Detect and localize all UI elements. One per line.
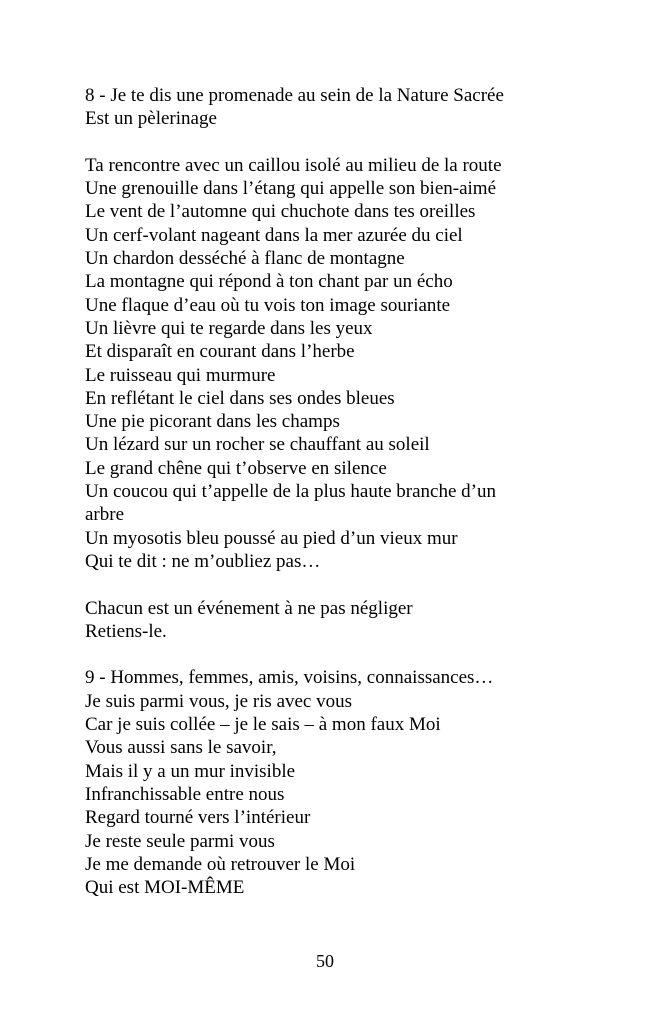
poem-line: Un chardon desséché à flanc de montagne bbox=[85, 248, 405, 270]
poem-line: Vous aussi sans le savoir, bbox=[85, 737, 277, 759]
poem-line: Car je suis collée – je le sais – à mon faux Moi bbox=[85, 714, 441, 736]
poem-line: Ta rencontre avec un caillou isolé au milieu de la route bbox=[85, 154, 502, 176]
poem-line: Le grand chêne qui t’observe en silence bbox=[85, 457, 387, 479]
poem-line: Est un pèlerinage bbox=[85, 108, 217, 130]
poem-line: Je reste seule parmi vous bbox=[85, 830, 275, 852]
poem-line: 9 - Hommes, femmes, amis, voisins, connaissances… bbox=[85, 667, 494, 689]
poem-line: Qui te dit : ne m’oubliez pas… bbox=[85, 550, 321, 572]
poem-line: Je me demande où retrouver le Moi bbox=[85, 853, 356, 875]
poem-line: Retiens-le. bbox=[85, 620, 167, 642]
poem-line: Un lézard sur un rocher se chauffant au soleil bbox=[85, 434, 430, 456]
page-text bbox=[85, 84, 605, 899]
poem-line: Un cerf-volant nageant dans la mer azurée du ciel bbox=[85, 224, 463, 246]
poem-line: Une pie picorant dans les champs bbox=[85, 411, 340, 433]
poem-line: Une flaque d’eau où tu vois ton image souriante bbox=[85, 294, 451, 316]
poem-line: Chacun est un événement à ne pas négliger bbox=[85, 597, 413, 619]
poem-line: Un lièvre qui te regarde dans les yeux bbox=[85, 317, 373, 339]
poem-line: Infranchissable entre nous bbox=[85, 783, 285, 805]
poem-separator bbox=[85, 643, 605, 666]
poem-line: Qui est MOI-MÊME bbox=[85, 877, 245, 899]
poem-line: 8 - Je te dis une promenade au sein de la Nature Sacrée bbox=[85, 85, 504, 106]
poem-line: Le vent de l’automne qui chuchote dans tes oreilles bbox=[85, 201, 476, 223]
stanza-break bbox=[85, 573, 605, 596]
poem-line: Mais il y a un mur invisible bbox=[85, 760, 296, 782]
poem-line: Un coucou qui t’appelle de la plus haute branche d’un bbox=[85, 481, 496, 503]
stanza-break bbox=[85, 131, 605, 154]
poem-line: Regard tourné vers l’intérieur bbox=[85, 807, 311, 829]
poem-line: Un myosotis bleu poussé au pied d’un vieux mur bbox=[85, 527, 458, 549]
poem-line: La montagne qui répond à ton chant par un écho bbox=[85, 271, 453, 293]
poem-line: Je suis parmi vous, je ris avec vous bbox=[85, 690, 353, 712]
poem-line: arbre bbox=[85, 504, 125, 526]
poem-line: En reflétant le ciel dans ses ondes bleues bbox=[85, 387, 395, 409]
poem-8 bbox=[85, 84, 605, 643]
poem-line: Le ruisseau qui murmure bbox=[85, 364, 276, 386]
page-number: 50 bbox=[316, 951, 334, 971]
poem-9 bbox=[85, 666, 605, 899]
poem-line: Une grenouille dans l’étang qui appelle son bien-aimé bbox=[85, 178, 497, 200]
poem-line: Et disparaît en courant dans l’herbe bbox=[85, 341, 355, 363]
